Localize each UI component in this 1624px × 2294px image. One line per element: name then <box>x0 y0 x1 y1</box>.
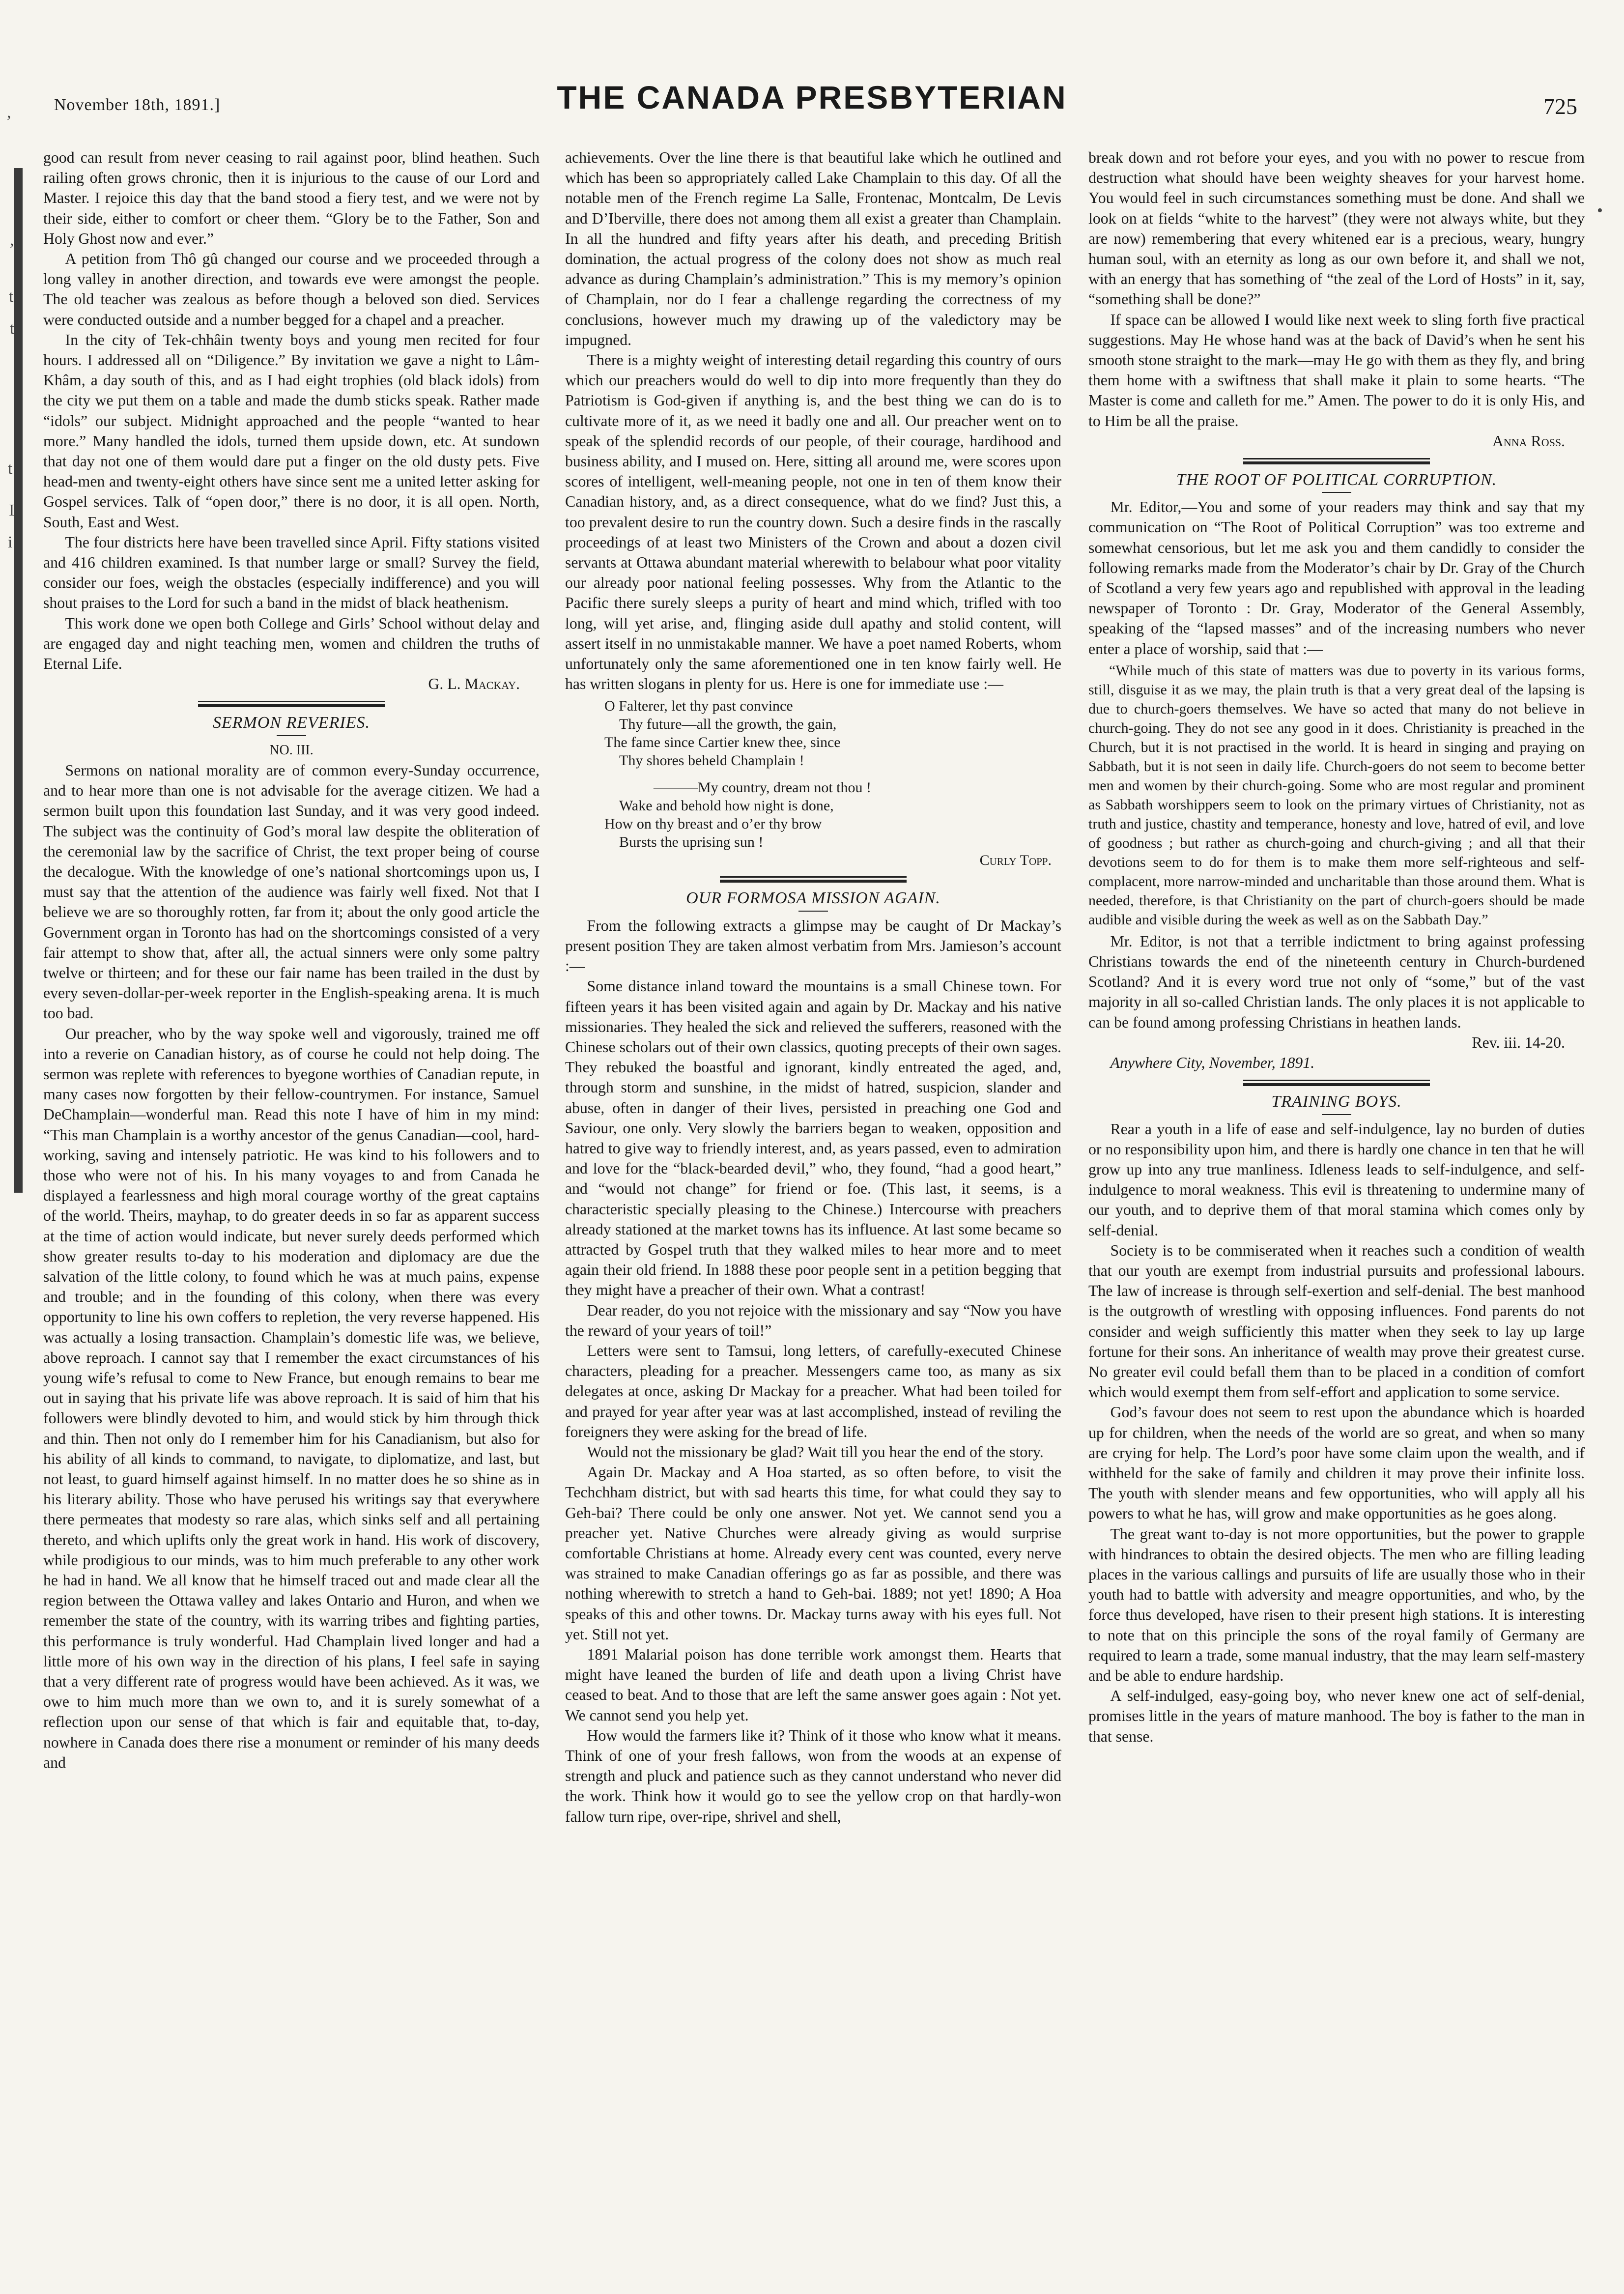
article-heading: SERMON REVERIES. <box>212 714 370 732</box>
masthead-title: THE CANADA PRESBYTERIAN <box>557 79 1067 115</box>
margin-mark: I <box>9 501 15 519</box>
paragraph: Society is to be commiserated when it reaches such a condition of wealth that our youth are exempt from industrial pursuits and professional labours. The law of increase is through self-exertion and self-denial. The best manhood is the outgrowth of wrestling with opposing influences. Fond parents do not consider and weigh sufficiently this matter when they seek to lay up large fortune for their sons. An inheritance of wealth may prove their greatest curse. No greater evil could befall them than to be placed in a condition of comfort which would exempt them from self-effort and application to some service. <box>1088 1241 1585 1401</box>
paragraph: This work done we open both College and Girls’ School without delay and are engaged day and night teaching men, women and children the truths of Eternal Life. <box>43 614 540 673</box>
section-rule <box>198 699 385 708</box>
poem-line: ———My country, dream not thou ! <box>654 779 871 796</box>
margin-mark: t <box>9 287 14 306</box>
dateline: Anywhere City, November, 1891. <box>1110 1054 1315 1072</box>
paragraph: God’s favour does not seem to rest upon the abundance which is hoarded up for children, when the needs of the world are so great, and when so many are crying for help. The Lord’s poor have some claim upon the wealth, and if withheld for the sake of family and children it may prove their infinite loss. The youth with slender means and few opportunities, who will apply all his powers to what he has, will grow and make opportunities as he goes along. <box>1088 1404 1585 1522</box>
poem-author: Curly Topp. <box>979 852 1052 869</box>
issue-date: November 18th, 1891.] <box>54 96 221 114</box>
poem-line: Wake and behold how night is done, <box>619 798 834 814</box>
page-number: 725 <box>1543 94 1577 119</box>
signature: G. L. Mackay. <box>428 675 520 693</box>
paragraph: Letters were sent to Tamsui, long letters, of carefully-executed Chinese characters, pleading for a preacher. Messengers came too, as many as six delegates at once, asking Dr Mackay for a preacher. What had been toiled for and prayed for year after year was at last accomplished, instead of reviling the foreigners they were asking for the bread of life. <box>565 1342 1061 1440</box>
paragraph: There is a mighty weight of interesting detail regarding this country of ours which our preachers would do well to dip into more frequently than they do Patriotism is God-given if anything is, and the best thing we can do is to cultivate more of it, as we need it badly one and all. Our preacher went on to speak of the splendid records of our people, of their courage, hardihood and business ability, and I mused on. Here, sitting all around me, were scores upon scores of intelligent, well-meaning people, not one in ten of them know their Canadian history, and, as a direct consequence, what do we find? Just this, a too prevalent desire to run the country down. Such a desire finds in the rascally proceedings of at least two Ministers of the Crown and about a dozen civil servants at Ottawa abundant material wherewith to belabour what poor vitality our already poor national feeling possesses. Why from the Atlantic to the Pacific there surely sleeps a purity of heart and mind which, trifled with too long, will yet arise, and, flinging aside dull apathy and stolid content, will assert itself in no unmistakable manner. We have a poet named Roberts, whom unfortunately only the same aforementioned one in ten know fairly well. He has written slogans in plenty for us. Here is one for immediate use :— <box>565 351 1061 693</box>
paragraph: break down and rot before your eyes, and you with no power to rescue from destruction what should have been weighty sheaves for your harvest home. You would feel in such circumstances something must be done. And shall we look on at fields “white to the harvest” (they were not always white, but they are now) remembering that every whitened ear is a precious, weary, hungry human soul, with an eternity as long as our own before it, and shall we not, with an energy that has something of “the zeal of the Lord of Hosts” in it, say, “something shall be done?” <box>1088 149 1585 308</box>
poem-line: Thy future—all the growth, the gain, <box>619 716 837 733</box>
signature: Anna Ross. <box>1492 432 1565 450</box>
margin-scan-bar <box>14 168 23 1193</box>
section-rule <box>720 874 907 883</box>
block-quote <box>1088 661 1585 929</box>
paragraph: Some distance inland toward the mountains is a small Chinese town. For fifteen years it has been visited again and again by Dr. Mackay and his native missionaries. They healed the sick and relieved the sufferers, reasoned with the Chinese scholars out of their own classics, quoting precepts of their own sages. They rebuked the boastful and ignorant, kindly entreated the aged, and, through storm and sunshine, in the midst of hatred, suspicion, slander and abuse, often in danger of their lives, persisted in preaching one God and Saviour, one only. Very slowly the barriers began to weaken, opposition and hatred to give way to friendly interest, and, as years passed, even to admiration and love for the “black-bearded devil,” who, they found, “had a good heart,” and “would not change” for friend or foe. (This last, it seems, is a characteristic specially pleasing to the Chinese.) Intercourse with preachers already stationed at the market towns has its influence. At last some became so attracted by Gospel truth that they walked miles to hear more and to meet again their old friend. In 1888 these poor people sent in a petition begging that they might have a preacher of their own. What a contrast! <box>565 977 1061 1299</box>
article-heading: OUR FORMOSA MISSION AGAIN. <box>686 889 940 908</box>
margin-mark: i <box>8 533 13 551</box>
paragraph: Would not the missionary be glad? Wait till you hear the end of the story. <box>587 1443 1044 1461</box>
article-subheading: NO. III. <box>269 742 313 758</box>
column-1 <box>43 147 540 2275</box>
poem <box>604 697 1061 869</box>
article-heading: THE ROOT OF POLITICAL CORRUPTION. <box>1176 471 1497 489</box>
section-rule <box>1243 456 1430 465</box>
paragraph: Again Dr. Mackay and A Hoa started, as so often before, to visit the Techchham district, but with sad hearts this time, for what could they say to Geh-bai? There could be only one answer. Not yet. We cannot send you a preacher yet. Native Churches were already giving as would surprise comfortable Christians at home. Already every cent was counted, every nerve was strained to make Canadian offerings go as far as possible, and there was nothing wherewith to stretch a hand to Geh-bai. 1889; not yet! 1890; A Hoa speaks of this and other towns. Dr. Mackay turns away with his eyes full. Not yet. Still not yet. <box>565 1463 1061 1643</box>
paragraph: Dear reader, do you not rejoice with the missionary and say “Now you have the reward of your years of toil!” <box>565 1301 1061 1339</box>
paragraph: Sermons on national morality are of common every-Sunday occurrence, and to hear more than one is not advisable for the average citizen. We had a sermon built upon this foundation last Sunday, and it was very good indeed. The subject was the continuity of God’s moral law despite the obliteration of the ceremonial law by the sacrifice of Christ, the text proper being of course the decalogue. With the knowledge of one’s national shortcomings upon us, I must say that the attention of the audience was fairly well fixed. Not that I believe we are so thoroughly rotten, far from it; about the only good article the Government organ in Toronto has had on the shortcomings consisted of a very fair attempt to show that, after all, the actual sinners were only some paltry twelve or thirteen; and for these our fair name has been trailed in the dust by every seven-dollar-per-week reporter in the English-speaking arena. It is much too bad. <box>43 761 540 1022</box>
paragraph: good can result from never ceasing to rail against poor, blind heathen. Such railing often grows chronic, then it is injurious to the cause of our Lord and Master. I rejoice this day that the band stood a fiery test, and we were not by their side, either to comfort or cheer them. “Glory be to the Father, Son and Holy Ghost now and ever.” <box>43 149 540 247</box>
paragraph: Mr. Editor, is not that a terrible indictment to bring against professing Christians towards the end of the nineteenth century in Church-burdened Scotland? And it is every word true not only of “some,” but of the vast majority in all so-called Christian lands. The only places it is not applicable to can be found among professing Christians in heathen lands. <box>1088 932 1585 1031</box>
paragraph: The four districts here have been travelled since April. Fifty stations visited and 416 children examined. Is that number large or small? Survey the field, consider our foes, weigh the obstacles (especially indifference) and you will shout praises to the Lord for such a band in the midst of black heathenism. <box>43 533 540 612</box>
paragraph: Our preacher, who by the way spoke well and vigorously, trained me off into a reverie on Canadian history, as of course he could not help doing. The sermon was replete with references to byegone worthies of Canadian repute, in many cases now forgotten by their fellow-countrymen. For instance, Samuel DeChamplain—wonderful man. Read this note I have of him in my mind: “This man Champlain is a worthy ancestor of the genus Canadian—cool, hard-working, saving and intensely patriotic. He was kind to his followers and to those who were not of his. In his many voyages to and from Canada he displayed a fearlessness and high moral courage worthy of the great captains of the world. Theirs, mayhap, to do greater deeds in so far as apparent success at the time of action would indicate, but never surely deeds performed which show greater results to-day to his moderation and diplomacy are due the salvation of the little colony, to found which he was at much pains, expense and trouble; and in the founding of this colony, when there was every opportunity to line his own coffers to repletion, the very reverse happened. His was actually a losing transaction. Champlain’s domestic life was, we believe, above reproach. I cannot say that I remember the exact circumstances of his young wife’s refusal to come to New France, but enough remains to bear me out in saying that his private life was above reproach. It is said of him that his followers were blindly devoted to him, and would stick by him through thick and thin. Then not only do I remember him for his Canadianism, but also for his ability of all kinds to command, to navigate, to diplomatize, and last, but not least, to guard himself against himself. In no matter does he so shine as in his literary ability. Those who have perused his writings say that everywhere there permeates that modesty so rare alas, which sinks self and all pertaining thereto, and which uplifts only the great work in hand. His work of discovery, while prodigious to our minds, was to him much preferable to any other work he had in hand. We all know that he himself traced out and made clear all the region between the Ottawa valley and lakes Ontario and Huron, and when we remember the state of the country, with its warring tribes and fighting parties, this performance is truly wonderful. Had Champlain lived longer and had a little more of his own way in the direction of his plans, I feel safe in saying that a very different rate of progress would have been achieved. As it was, we owe to him much more than we own to, and it is surely somewhat of a reflection upon our sense of that which is fair and equitable that, to-day, nowhere in Canada does there rise a monument or reminder of his many deeds and <box>43 1025 540 1771</box>
page-header <box>0 74 1624 133</box>
paragraph: The great want to-day is not more opportunities, but the power to grapple with hindrances to obtain the desired objects. The men who are filling leading places in the various callings and pursuits of life are usually those who in their youth had to battle with adversity and meagre opportunities, and who, by the force thus developed, have risen to their present high stations. It is interesting to note that on this principle the sons of the royal family of Germany are required to learn a trade, some manual industry, that the may learn self-mastery and be able to endure hardship. <box>1088 1525 1585 1684</box>
margin-mark: , <box>7 103 11 121</box>
heading-rule <box>1322 492 1351 493</box>
poem-line: Thy shores beheld Champlain ! <box>619 752 804 769</box>
margin-mark: t <box>10 319 15 338</box>
paragraph: 1891 Malarial poison has done terrible work amongst them. Hearts that might have leaned the burden of life and death upon a living Christ have ceased to beat. And to those that are left the same answer goes again : Not yet. We cannot send you help yet. <box>565 1646 1061 1724</box>
paragraph: Rear a youth in a life of ease and self-indulgence, lay no burden of duties or no responsibility upon him, and there is hardly one chance in ten that he will grow up into any true manliness. Idleness leads to self-indulgence, and self-indulgence to moral weakness. This evil is threatening to undermine many of our youth, and to deprive them of that moral stamina which comes only by self-denial. <box>1088 1120 1585 1239</box>
poem-line: The fame since Cartier knew thee, since <box>604 734 841 751</box>
paragraph: From the following extracts a glimpse may be caught of Dr Mackay’s present position They are taken almost verbatim from Mrs. Jamieson’s account :— <box>565 917 1061 975</box>
heading-rule <box>277 735 306 736</box>
paragraph: A self-indulged, easy-going boy, who never knew one act of self-denial, promises little in the years of mature manhood. The boy is father to the man in that sense. <box>1088 1687 1585 1745</box>
margin-mark: , <box>10 231 14 249</box>
paragraph: How would the farmers like it? Think of it those who know what it means. Think of one of your fresh fallows, won from the woods at an expense of strength and pluck and patience such as they cannot understand who never did the work. Think how it would go to see the yellow crop on that hardly-won fallow turn ripe, over-ripe, shrivel and shell, <box>565 1726 1061 1825</box>
column-3 <box>1088 147 1585 2275</box>
poem-line: O Falterer, let thy past convince <box>604 698 793 715</box>
margin-mark: t <box>8 459 13 478</box>
paragraph: A petition from Thô gû changed our course and we proceeded through a long valley in another direction, and towards eve were amongst the people. The old teacher was zealous as before though a beloved son died. Services were conducted outside and a number begged for a chapel and a preacher. <box>43 250 540 328</box>
poem-line: How on thy breast and o’er thy brow <box>604 816 822 832</box>
paragraph: Mr. Editor,—You and some of your readers may think and say that my communication on “The Root of Political Corruption” was too extreme and somewhat censorious, but let me ask you and them candidly to consider the following remarks made from the Moderator’s chair by Dr. Gray of the Church of Scotland a very few years ago and republished with approval in the leading newspaper of Toronto : Dr. Gray, Moderator of the General Assembly, speaking of the “lapsed masses” and of the increasing numbers who never enter a place of worship, said that :— <box>1088 498 1585 658</box>
column-2 <box>565 147 1061 2275</box>
paragraph: achievements. Over the line there is that beautiful lake which he outlined and which has been so appropriately called Lake Champlain to this day. Of all the notable men of the French regime La Salle, Frontenac, Montcalm, De Levis and D’Iberville, there does not among them all exist a greater than Champlain. In all the hundred and fifty years after his death, and preceding British domination, the actual progress of the colony does not show as much real advance as during Champlain’s administration.” This is my memory’s opinion of Champlain, nor do I fear a challenge regarding the correctness of my conclusions, however much my drawing up of the valedictory may be impugned. <box>565 149 1061 348</box>
article-heading: TRAINING BOYS. <box>1271 1092 1402 1111</box>
poem-line: Bursts the uprising sun ! <box>619 834 764 851</box>
heading-rule <box>1322 1114 1351 1115</box>
quote-text: “While much of this state of matters was due to poverty in its various forms, still, disguise it as we may, the plain truth is that a very great deal of the lapsing is due to church-goers themselves. We have so acted that many do not believe in church-going. They do not see any good in it does. Christianity is preached in the Church, but it is not practised in the world. It is heard in singing and praying on Sabbath, but it is not seen in daily life. Church-goers do not seem to become better men and women by their church-going. Some who are most regular and prominent as Sabbath worshippers seem to look on the primary virtues of Christianity, not as truth and justice, chastity and temperance, honesty and love, hatred of evil, and love of goodness ; but rather as church-going and church-giving ; and all that their devotions seem to do for them is to make them more self-righteous and self-complacent, more narrow-minded and uncharitable than those around them. What is needed, therefore, is that Christianity on the part of church-goers should be made audible and visible during the week as well as on the Sabbath Day.” <box>1088 662 1585 928</box>
section-rule <box>1243 1078 1430 1087</box>
paragraph: In the city of Tek-chhâin twenty boys and young men recited for four hours. I addressed all on “Diligence.” By invitation we gave a night to Lâm-Khâm, a day south of this, and as I had eight trophies (old black idols) from the city we put them on a table and made the dumb sticks speak. Rather made “idols” our subject. Midnight approached and the people “wanted to hear more.” Many handled the idols, turned them upside down, etc. At sundown that day not one of them would dare put a finger on the old dusty pets. Five head-men and twenty-eight others have since sent me a united letter asking for Gospel services. Talk of “open door,” there is no door, it is all open. North, South, East and West. <box>43 331 540 531</box>
margin-mark: • <box>1597 201 1603 220</box>
paragraph: If space can be allowed I would like next week to sling forth five practical suggestions. May He whose hand was at the back of David’s when he sent his smooth stone straight to the mark—may He go with them as they fly, and bring them home with a swiftness that shall make it plain to some hearts. “The Master is come and calleth for me.” Amen. The power to do it is only His, and to Him be all the praise. <box>1088 311 1585 430</box>
heading-rule <box>798 911 828 912</box>
signature: Rev. iii. 14-20. <box>1472 1033 1565 1051</box>
